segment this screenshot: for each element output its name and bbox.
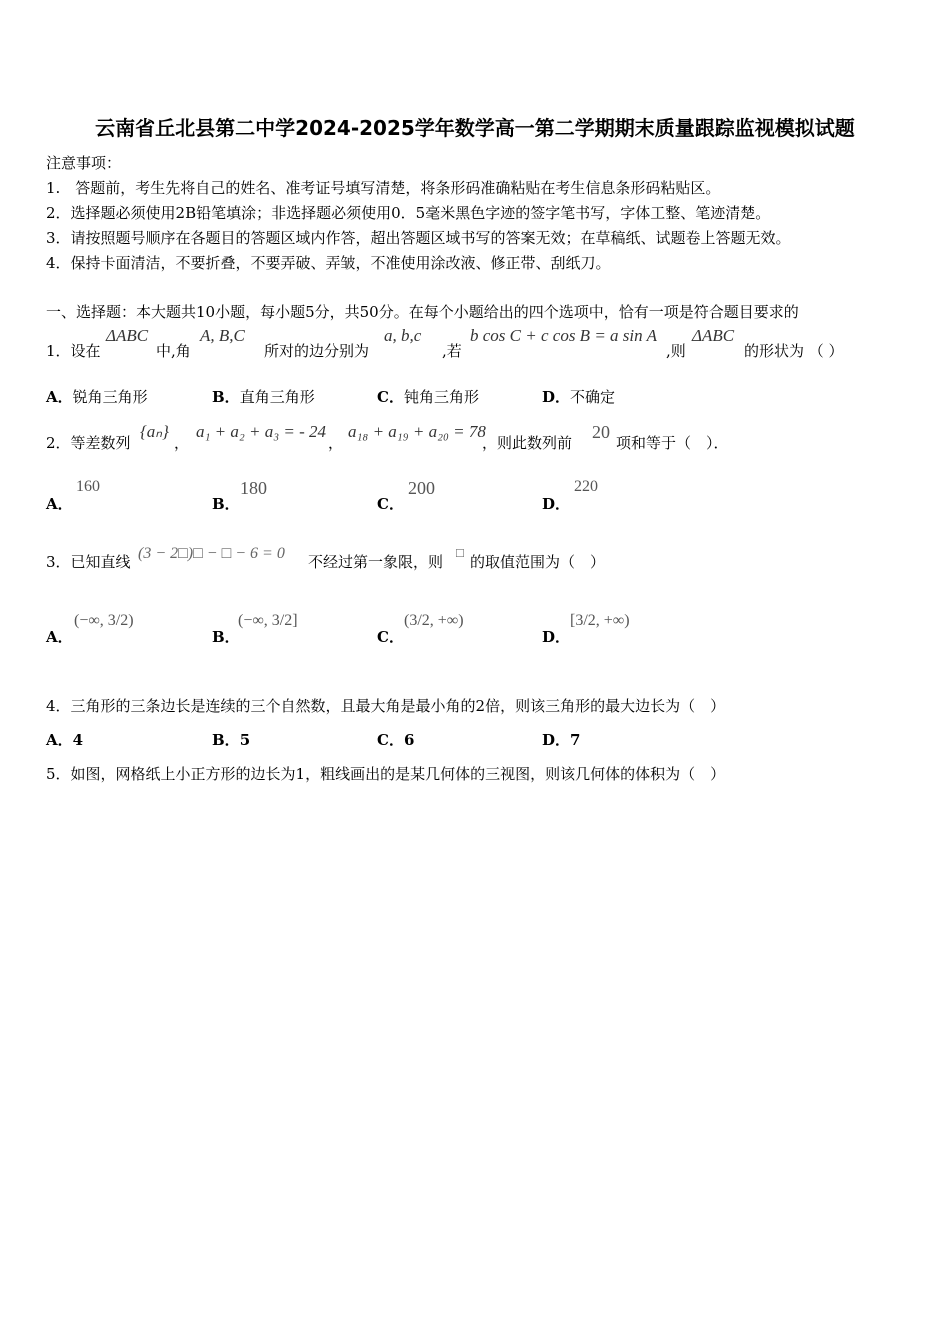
option-text: 7 [570,731,581,749]
section-heading: 一、选择题：本大题共10小题，每小题5分，共50分。在每个小题给出的四个选项中，恰有一项是符合题目要求的 [46,303,799,321]
question-1: 1．设在 ΔABC 中,角 A, B,C 所对的边分别为 a, b,c ,若 b cos C + c cos B = a sin A ,则 ΔABC 的形状为 （ ） [46,326,844,360]
option-label: C． [377,628,404,646]
option-label: B． [212,495,240,513]
option-text: 直角三角形 [239,388,315,406]
notice-item: 1. 答题前，考生先将自己的姓名、准考证号填写清楚，将条形码准确粘贴在考生信息条形码粘贴区。 [46,179,721,197]
question-5: 5．如图，网格纸上小正方形的边长为1，粗线画出的是某几何体的三视图，则该几何体的体积为（ ） [46,765,726,783]
notice-item: 2．选择题必须使用2B铅笔填涂；非选择题必须使用0．5毫米黑色字迹的签字笔书写，字体工整、笔迹清楚。 [46,204,771,222]
option-text: (3/2, +∞) [404,612,464,629]
option-label: B． [212,628,240,646]
option-text: 钝角三角形 [403,388,479,406]
option-text: 4 [72,731,84,749]
option-text: (−∞, 3/2) [74,612,134,629]
option-text: 不确定 [570,388,616,406]
option-text: 锐角三角形 [72,388,148,406]
option-label: A． [46,731,73,749]
option-label: D． [542,731,571,749]
page-title: 云南省丘北县第二中学2024-2025学年数学高一第二学期期末质量跟踪监视模拟试题 [95,116,855,140]
option-text: [3/2, +∞) [570,612,630,629]
option-label: A． [46,495,73,513]
notice-item: 3．请按照题号顺序在各题目的答题区域内作答，超出答题区域书写的答案无效；在草稿纸、试题卷上答题无效。 [46,229,791,247]
notice-item: 4．保持卡面清洁，不要折叠，不要弄破、弄皱，不准使用涂改液、修正带、刮纸刀。 [46,254,611,272]
question-2: 2．等差数列 {aₙ} ， a₁ + a₂ + a₃ = - 24 ， a₁₈ + a₁₉ + a₂₀ = 78 ，则此数列前 20 项和等于（ ）． [46,422,729,452]
option-text: 180 [240,478,267,498]
option-label: B． [212,388,240,406]
option-text: (−∞, 3/2] [238,612,298,629]
question-3: 3．已知直线 (3 − 2□)□ − □ − 6 = 0 不经过第一象限，则 □ 的取值范围为（ ） [46,545,606,571]
option-label: D． [542,628,571,646]
option-label: A． [46,388,73,406]
question-4: 4．三角形的三条边长是连续的三个自然数，且最大角是最小角的2倍，则该三角形的最大边长为（ ） [46,697,726,715]
option-label: B． [212,731,240,749]
option-label: C． [377,388,404,406]
option-text: 5 [239,731,251,749]
option-label: D． [542,388,571,406]
option-text: 6 [403,731,415,749]
notice-heading: 注意事项： [46,154,122,172]
option-label: A． [46,628,73,646]
option-text: 160 [76,478,100,495]
option-text: 200 [408,478,435,498]
option-text: 220 [574,478,598,495]
option-label: C． [377,731,404,749]
option-label: D． [542,495,571,513]
option-label: C． [377,495,404,513]
